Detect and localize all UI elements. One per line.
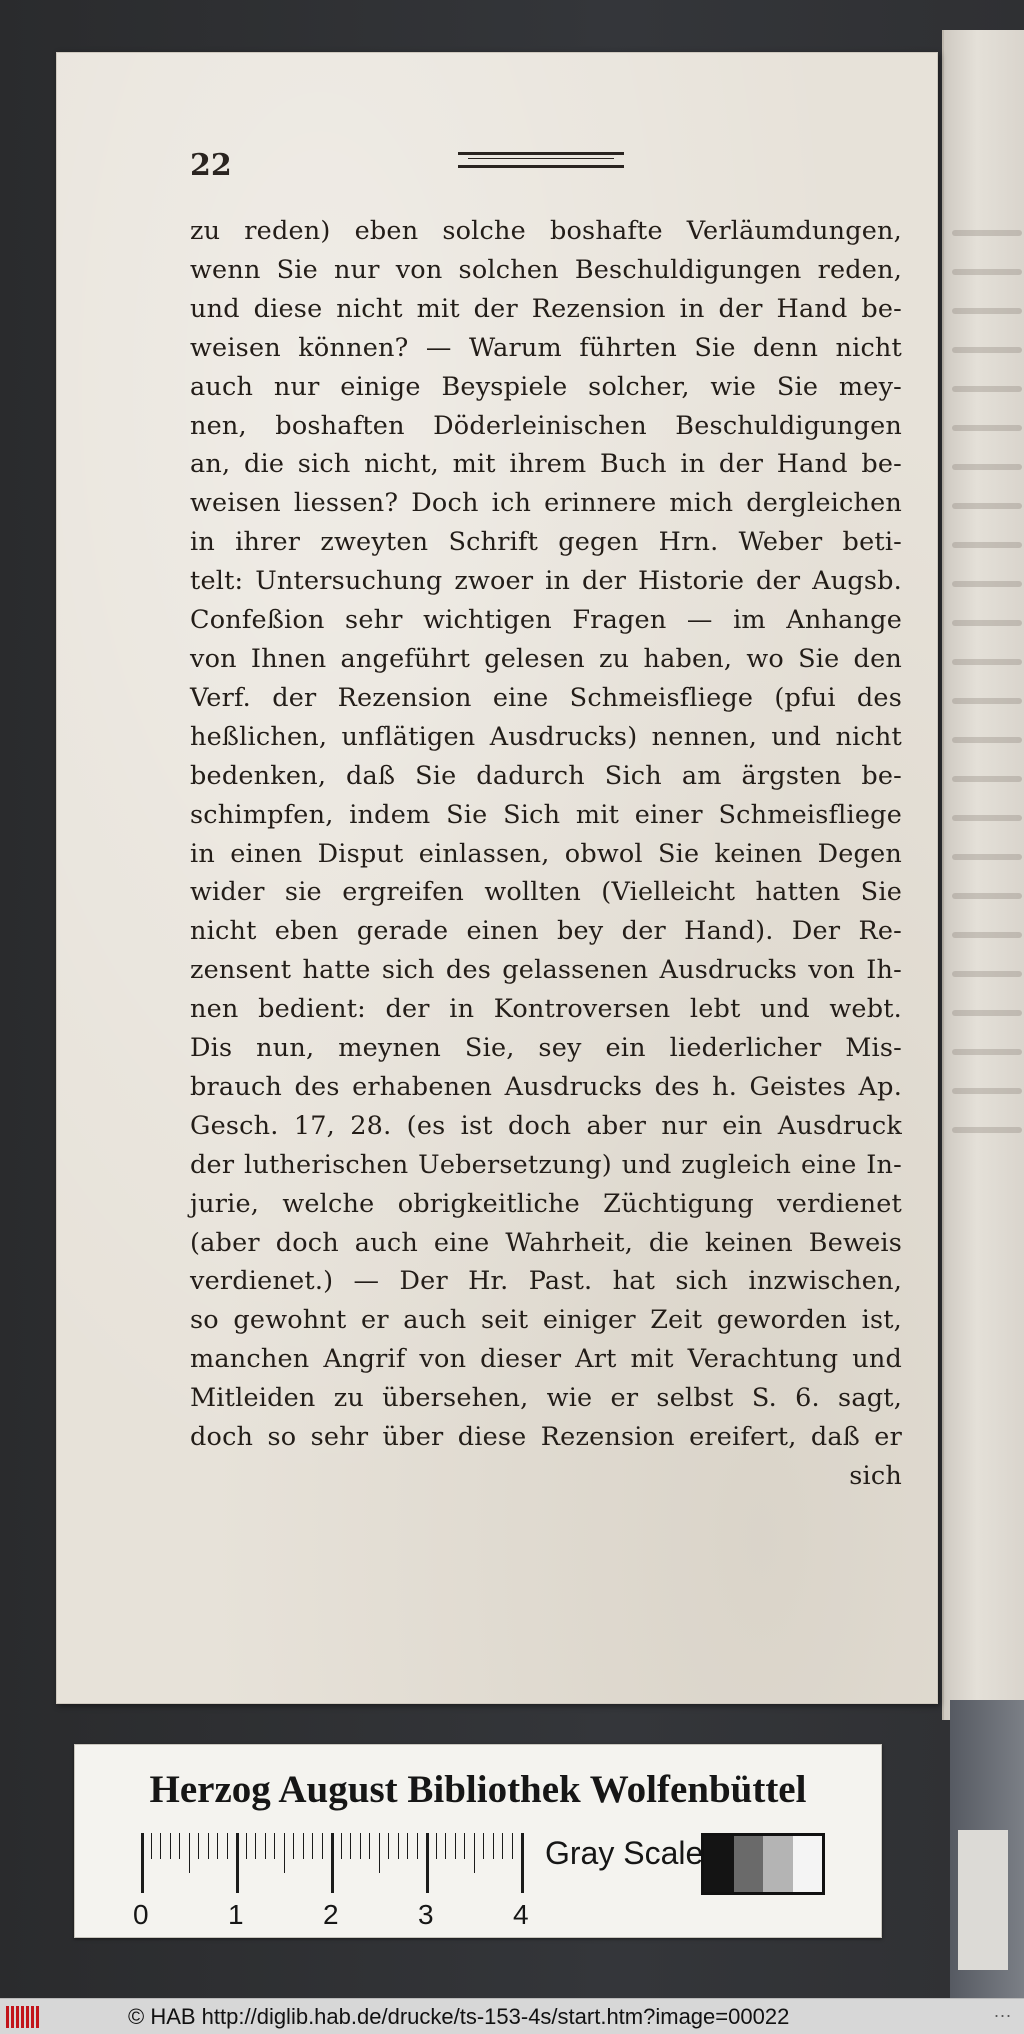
text-line: zensent hatte sich des gelassenen Ausdrucks von Ih- [190, 955, 902, 986]
text-line: nen bedient: der in Kontroversen lebt und webt. [190, 994, 902, 1025]
ruler-tick [426, 1833, 429, 1893]
header-ornament [458, 152, 624, 168]
ruler-tick [445, 1833, 446, 1859]
text-line: an, die sich nicht, mit ihrem Buch in der Hand be- [190, 449, 902, 480]
text-line: Confeßion sehr wichtigen Fragen — im Anhange [190, 605, 902, 636]
ruler-tick [502, 1833, 503, 1859]
library-color-card [74, 1744, 882, 1938]
page-number: 22 [190, 148, 232, 183]
ruler-tick [293, 1833, 294, 1859]
ruler-tick [179, 1833, 180, 1859]
text-line: (aber doch auch eine Wahrheit, die keinen Beweis [190, 1227, 902, 1258]
ruler-tick [160, 1833, 161, 1859]
ruler-tick [170, 1833, 171, 1859]
text-line: in ihrer zweyten Schrift gegen Hrn. Weber beti- [190, 527, 902, 558]
ruler-tick [141, 1833, 144, 1893]
text-line: nen, boshaften Döderleinischen Beschuldigungen [190, 410, 902, 441]
ruler-tick [255, 1833, 256, 1859]
ruler-tick [274, 1833, 275, 1859]
text-line: Verf. der Rezension eine Schmeisfliege (pfui des [190, 682, 902, 713]
ruler-tick [189, 1833, 190, 1873]
ruler-tick [483, 1833, 484, 1859]
library-title: Herzog August Bibliothek Wolfenbüttel [149, 1768, 807, 1811]
text-line: und diese nicht mit der Rezension in der Hand be- [190, 293, 902, 324]
ruler-number: 1 [228, 1899, 244, 1930]
ruler-tick [464, 1833, 465, 1859]
text-line: telt: Untersuchung zwoer in der Historie der Augsb. [190, 566, 902, 597]
ruler-tick [246, 1833, 247, 1859]
text-line: brauch des erhabenen Ausdrucks des h. Geistes Ap. [190, 1071, 902, 1102]
text-line: so gewohnt er auch seit einiger Zeit geworden ist, [190, 1305, 902, 1336]
page-body-text [190, 212, 902, 1496]
ruler-tick [369, 1833, 370, 1859]
ruler-number: 2 [323, 1899, 339, 1930]
ruler-tick [151, 1833, 152, 1859]
ruler-tick [331, 1833, 334, 1893]
next-page-edge [942, 30, 1024, 1720]
text-line: auch nur einige Beyspiele solcher, wie Sie mey- [190, 371, 902, 402]
catchword: sich [849, 1461, 902, 1491]
ruler-tick [360, 1833, 361, 1859]
ruler-number: 4 [513, 1899, 529, 1930]
text-line: manchen Angrif von dieser Art mit Verachtung und [190, 1344, 902, 1375]
ruler-tick [407, 1833, 408, 1859]
ruler-tick [455, 1833, 456, 1859]
text-line: wenn Sie nur von solchen Beschuldigungen reden, [190, 254, 902, 285]
ruler-tick [350, 1833, 351, 1859]
ruler-tick [303, 1833, 304, 1859]
ruler-tick [227, 1833, 228, 1859]
text-line: verdienet.) — Der Hr. Past. hat sich inzwischen, [190, 1266, 902, 1297]
gray-scale-label: Gray Scale [545, 1835, 704, 1871]
ruler-tick [417, 1833, 418, 1859]
gray-swatch [793, 1836, 823, 1892]
text-line: Gesch. 17, 28. (es ist doch aber nur ein Ausdruck [190, 1110, 902, 1141]
gray-scale-patch [701, 1833, 825, 1895]
viewer-footer [0, 1998, 1024, 2034]
text-line: weisen liessen? Doch ich erinnere mich dergleichen [190, 488, 902, 519]
ruler-tick [398, 1833, 399, 1859]
text-line: zu reden) eben solche boshafte Verläumdungen, [190, 216, 902, 246]
ruler-tick [341, 1833, 342, 1859]
text-line: doch so sehr über diese Rezension ereifert, daß er [190, 1422, 902, 1453]
text-line: von Ihnen angeführt gelesen zu haben, wo Sie den [190, 643, 902, 674]
ruler-tick [521, 1833, 524, 1893]
ruler-tick [436, 1833, 437, 1859]
gray-swatch [763, 1836, 793, 1892]
ruler-number: 0 [133, 1899, 149, 1930]
text-line: jurie, welche obrigkeitliche Züchtigung verdienet [190, 1188, 902, 1219]
text-line: nicht eben gerade einen bey der Hand). Der Re- [190, 916, 902, 947]
text-line: weisen können? — Warum führten Sie denn nicht [190, 332, 902, 363]
text-line: wider sie ergreifen wollten (Vielleicht hatten Sie [190, 877, 902, 908]
copyright-url[interactable]: © HAB http://diglib.hab.de/drucke/ts-153-4s/start.htm?image=00022 [128, 2004, 790, 2029]
ruler-tick [379, 1833, 380, 1873]
text-line: schimpfen, indem Sie Sich mit einer Schmeisfliege [190, 799, 902, 830]
text-line: in einen Disput einlassen, obwol Sie keinen Degen [190, 838, 902, 869]
ruler-tick [236, 1833, 239, 1893]
text-line: der lutherischen Uebersetzung) und zugleich eine In- [190, 1149, 902, 1180]
ruler-tick [388, 1833, 389, 1859]
text-line: heßlichen, unflätigen Ausdrucks) nennen, und nicht [190, 721, 902, 752]
side-target-card [950, 1700, 1024, 2000]
ruler-tick [493, 1833, 494, 1859]
text-line: Mitleiden zu übersehen, wie er selbst S. 6. sagt, [190, 1383, 902, 1414]
hab-logo-icon [6, 2006, 44, 2028]
scale-ruler [133, 1833, 601, 1930]
ruler-tick [512, 1833, 513, 1859]
ruler-tick [322, 1833, 323, 1859]
more-icon[interactable]: ... [993, 2001, 1012, 2021]
next-page-text-shadow [952, 230, 1022, 1166]
text-line: bedenken, daß Sie dadurch Sich am ärgsten be- [190, 760, 902, 791]
ruler-tick [312, 1833, 313, 1859]
ruler-tick [284, 1833, 285, 1873]
ruler-tick [265, 1833, 266, 1859]
ruler-number: 3 [418, 1899, 434, 1930]
ruler-tick [217, 1833, 218, 1859]
gray-swatch [734, 1836, 764, 1892]
ruler-tick [474, 1833, 475, 1873]
gray-swatch [704, 1836, 734, 1892]
ruler-tick [208, 1833, 209, 1859]
ruler-tick [198, 1833, 199, 1859]
text-line: Dis nun, meynen Sie, sey ein liederlicher Mis- [190, 1033, 902, 1064]
